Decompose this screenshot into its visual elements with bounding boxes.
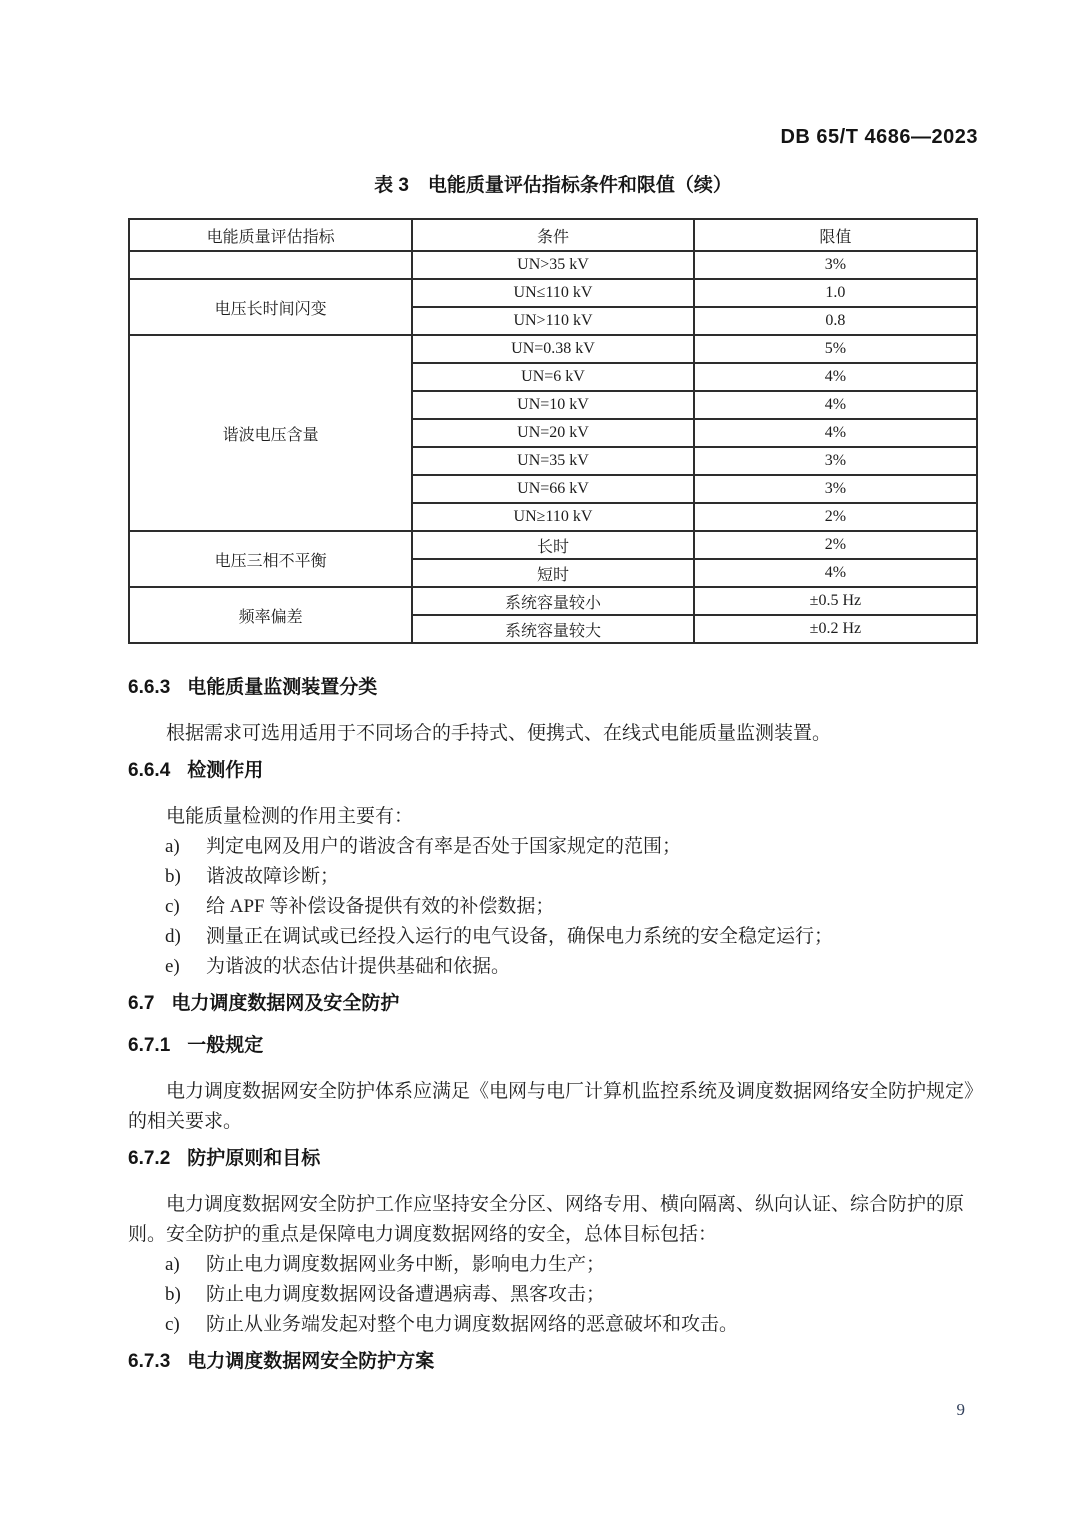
indicator-cell: 电压三相不平衡 bbox=[129, 531, 412, 587]
list-item-marker: a) bbox=[165, 836, 180, 857]
list-item-marker: d) bbox=[165, 926, 181, 947]
col-header-limit: 限值 bbox=[694, 219, 977, 251]
list-item-marker: b) bbox=[165, 866, 181, 887]
list-item-text: 防止从业务端发起对整个电力调度数据网络的恶意破坏和攻击。 bbox=[206, 1314, 739, 1335]
limit-cell: 2% bbox=[694, 531, 977, 559]
limit-cell: 0.8 bbox=[694, 307, 977, 335]
lettered-list bbox=[128, 1250, 980, 1340]
condition-cell: UN≤110 kV bbox=[412, 279, 694, 307]
section-heading bbox=[128, 676, 980, 700]
condition-cell: UN=6 kV bbox=[412, 363, 694, 391]
table-row bbox=[129, 279, 977, 307]
table-row bbox=[129, 587, 977, 615]
list-item-marker: c) bbox=[165, 1314, 180, 1335]
condition-cell: UN=20 kV bbox=[412, 419, 694, 447]
list-item bbox=[128, 1250, 980, 1280]
section-heading bbox=[128, 1034, 980, 1058]
condition-cell: UN>110 kV bbox=[412, 307, 694, 335]
limit-cell: 5% bbox=[694, 335, 977, 363]
section-title: 电能质量监测装置分类 bbox=[187, 677, 378, 698]
limit-cell: 3% bbox=[694, 447, 977, 475]
indicator-cell: 谐波电压含量 bbox=[129, 335, 412, 531]
limit-cell: 3% bbox=[694, 475, 977, 503]
table-head bbox=[129, 219, 977, 251]
list-item-text: 防止电力调度数据网设备遭遇病毒、黑客攻击； bbox=[206, 1284, 606, 1305]
indicator-cell: 频率偏差 bbox=[129, 587, 412, 643]
lettered-list bbox=[128, 832, 980, 982]
paragraph: 电能质量检测的作用主要有： bbox=[166, 806, 414, 827]
condition-cell: UN=10 kV bbox=[412, 391, 694, 419]
list-item bbox=[128, 832, 980, 862]
list-item-text: 判定电网及用户的谐波含有率是否处于国家规定的范围； bbox=[206, 836, 682, 857]
limit-cell: ±0.2 Hz bbox=[694, 615, 977, 643]
condition-cell: 长时 bbox=[412, 531, 694, 559]
list-item-text: 为谐波的状态估计提供基础和依据。 bbox=[206, 956, 511, 977]
list-item bbox=[128, 952, 980, 982]
list-item-marker: b) bbox=[165, 1284, 181, 1305]
table-row bbox=[129, 531, 977, 559]
limit-cell: 4% bbox=[694, 363, 977, 391]
indicator-cell: 电压长时间闪变 bbox=[129, 279, 412, 335]
paragraph: 电力调度数据网安全防护体系应满足《电网与电厂计算机监控系统及调度数据网络安全防护规定》的相关要求。 bbox=[128, 1081, 974, 1132]
paragraph: 电力调度数据网安全防护工作应坚持安全分区、网络专用、横向隔离、纵向认证、综合防护的原则。安全防护的重点是保障电力调度数据网络的安全，总体目标包括： bbox=[128, 1194, 965, 1245]
list-item-marker: e) bbox=[165, 956, 180, 977]
list-item bbox=[128, 1280, 980, 1310]
section-heading bbox=[128, 1147, 980, 1171]
list-item-text: 防止电力调度数据网业务中断，影响电力生产； bbox=[206, 1254, 606, 1275]
limit-cell: 4% bbox=[694, 419, 977, 447]
limit-cell: 4% bbox=[694, 391, 977, 419]
condition-cell: 短时 bbox=[412, 559, 694, 587]
list-item-text: 测量正在调试或已经投入运行的电气设备，确保电力系统的安全稳定运行； bbox=[206, 926, 834, 947]
table-body bbox=[129, 251, 977, 643]
power-quality-table bbox=[128, 218, 978, 644]
col-header-condition: 条件 bbox=[412, 219, 694, 251]
list-item bbox=[128, 922, 980, 952]
list-item-marker: a) bbox=[165, 1254, 180, 1275]
table-header-row bbox=[129, 219, 977, 251]
condition-cell: UN=35 kV bbox=[412, 447, 694, 475]
document-body-text bbox=[128, 670, 980, 1374]
limit-cell: ±0.5 Hz bbox=[694, 587, 977, 615]
list-item bbox=[128, 1310, 980, 1340]
section-heading bbox=[128, 992, 980, 1016]
condition-cell: 系统容量较小 bbox=[412, 587, 694, 615]
limit-cell: 1.0 bbox=[694, 279, 977, 307]
limit-cell: 2% bbox=[694, 503, 977, 531]
section-number: 6.6.4 bbox=[128, 760, 171, 781]
table-row bbox=[129, 251, 977, 279]
list-item-text: 谐波故障诊断； bbox=[206, 866, 340, 887]
list-item-text: 给 APF 等补偿设备提供有效的补偿数据； bbox=[206, 896, 555, 917]
section-number: 6.7 bbox=[128, 993, 155, 1014]
condition-cell: 系统容量较大 bbox=[412, 615, 694, 643]
list-item bbox=[128, 862, 980, 892]
section-heading bbox=[128, 1350, 980, 1374]
paragraph: 根据需求可选用适用于不同场合的手持式、便携式、在线式电能质量监测装置。 bbox=[166, 723, 832, 744]
section-number: 6.7.1 bbox=[128, 1035, 171, 1056]
list-item bbox=[128, 892, 980, 922]
table-title: 表 3 电能质量评估指标条件和限值（续） bbox=[374, 175, 732, 196]
standard-number: DB 65/T 4686—2023 bbox=[780, 126, 978, 148]
indicator-cell bbox=[129, 251, 412, 279]
section-number: 6.7.2 bbox=[128, 1148, 171, 1169]
col-header-indicator: 电能质量评估指标 bbox=[129, 219, 412, 251]
page-number: 9 bbox=[956, 1400, 965, 1419]
limit-cell: 3% bbox=[694, 251, 977, 279]
section-title: 一般规定 bbox=[187, 1035, 264, 1056]
condition-cell: UN≥110 kV bbox=[412, 503, 694, 531]
section-number: 6.6.3 bbox=[128, 677, 171, 698]
section-title: 电力调度数据网及安全防护 bbox=[171, 993, 400, 1014]
section-title: 电力调度数据网安全防护方案 bbox=[187, 1351, 435, 1372]
section-title: 防护原则和目标 bbox=[187, 1148, 321, 1169]
table-row bbox=[129, 335, 977, 363]
section-heading bbox=[128, 759, 980, 783]
condition-cell: UN=0.38 kV bbox=[412, 335, 694, 363]
condition-cell: UN=66 kV bbox=[412, 475, 694, 503]
section-title: 检测作用 bbox=[187, 760, 264, 781]
section-number: 6.7.3 bbox=[128, 1351, 171, 1372]
condition-cell: UN>35 kV bbox=[412, 251, 694, 279]
list-item-marker: c) bbox=[165, 896, 180, 917]
limit-cell: 4% bbox=[694, 559, 977, 587]
